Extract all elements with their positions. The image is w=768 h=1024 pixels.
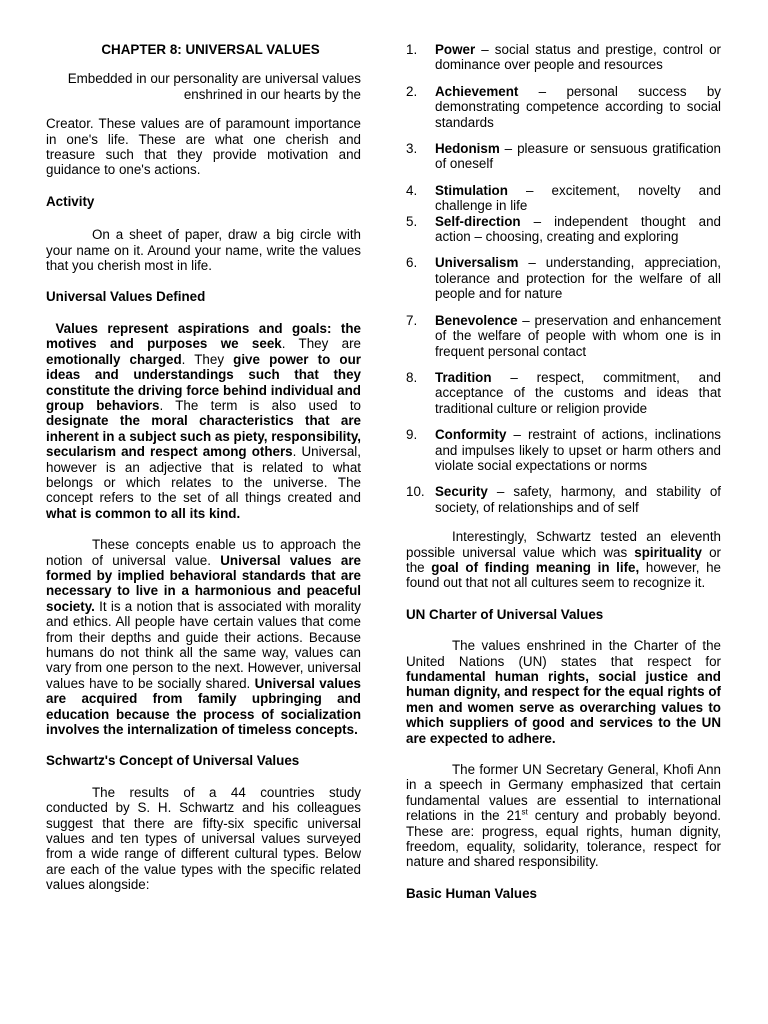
chapter-title: CHAPTER 8: UNIVERSAL VALUES bbox=[101, 42, 320, 57]
activity-paragraph: On a sheet of paper, draw a big circle with your name on it. Around your name, write the values that you cherish most in life. bbox=[46, 227, 361, 274]
eleventh-value-paragraph: Interestingly, Schwartz tested an eleventh possible universal value which was spirituality or the goal of finding meaning in life, however, he found out that not all cultures seem to recognize it. bbox=[406, 529, 721, 591]
list-item: 1. Power – social status and prestige, control or dominance over people and resources bbox=[406, 42, 721, 73]
list-item: 6. Universalism – understanding, appreciation, tolerance and protection for the welfare of all people and for nature bbox=[406, 255, 721, 302]
list-item: 9. Conformity – restraint of actions, inclinations and impulses likely to upset or harm others and violate social expectations or norms bbox=[406, 427, 721, 473]
un-charter-heading: UN Charter of Universal Values bbox=[406, 606, 604, 622]
list-item: 3. Hedonism – pleasure or sensuous gratification of oneself bbox=[406, 141, 721, 172]
un-charter-paragraph: The values enshrined in the Charter of the United Nations (UN) states that respect for fundamental human rights, social justice and human dignity, and respect for the equal rights of men and women serve as overarching values to which suppliers of good and services to the UN are expected to adhere. bbox=[406, 638, 721, 746]
list-item: 8. Tradition – respect, commitment, and acceptance of the customs and ideas that traditional culture or religion provide bbox=[406, 369, 721, 416]
list-item: 7. Benevolence – preservation and enhancement of the welfare of people with whom one is in frequent personal contact bbox=[406, 312, 721, 359]
schwartz-paragraph: The results of a 44 countries study conducted by S. H. Schwartz and his colleagues suggest that there are fifty-six specific universal values and ten types of universal values surveyed from a wide range of different cultural types. Below are each of the value types with the specific related values alongside: bbox=[46, 784, 361, 893]
annan-paragraph: The former UN Secretary General, Khofi Ann in a speech in Germany emphasized that certain fundamental values are essential to international relations in the 21st century and probably beyond. These are: progress, equal rights, human dignity, freedom, equality, solidarity, tolerance, respect for nature and shared responsibility. bbox=[406, 762, 721, 870]
defined-heading: Universal Values Defined bbox=[46, 289, 206, 305]
value-types-list bbox=[406, 42, 721, 515]
concepts-paragraph: These concepts enable us to approach the notion of universal value. Universal values are formed by implied behavioral standards that are necessary to live in a harmonious and peaceful society. It is a notion that is associated with morality and ethics. All people have certain values that come from their depths and guide their actions. Because humans do not think all the same way, values can vary from one person to the next. However, universal values have to be socially shared. Universal values are acquired from family upbringing and education because the process of socialization involves the internalization of timeless concepts. bbox=[46, 537, 361, 738]
left-column bbox=[46, 42, 361, 893]
list-item: 2. Achievement – personal success by demonstrating competence according to social standards bbox=[406, 83, 721, 130]
intro-line-2: enshrined in our hearts by the bbox=[183, 86, 361, 102]
list-item: 10. Security – safety, harmony, and stability of society, of relationships and of self bbox=[406, 484, 721, 515]
defined-paragraph: Values represent aspirations and goals: the motives and purposes we seek. They are emotionally charged. They give power to our ideas and understandings such that they constitute the driving force behind individual and group behaviors. The term is also used to designate the moral characteristics that are inherent in a subject such as piety, responsibility, secularism and respect among others. Universal, however is an adjective that is related to what belongs or which relates to the universe. The concept refers to the set of all things created and what is common to all its kind. bbox=[46, 320, 362, 521]
activity-heading: Activity bbox=[46, 193, 95, 209]
schwartz-heading: Schwartz's Concept of Universal Values bbox=[46, 753, 300, 769]
intro-line-1: Embedded in our personality are universal values bbox=[67, 71, 361, 87]
list-item: 4. Stimulation – excitement, novelty and challenge in life bbox=[406, 182, 721, 214]
list-item: 5. Self-direction – independent thought and action – choosing, creating and exploring bbox=[406, 213, 721, 245]
intro-paragraph: Creator. These values are of paramount importance in one's life. These are what one cherish and treasure such that they provide motivation and guidance to one's actions. bbox=[46, 116, 361, 178]
basic-values-heading: Basic Human Values bbox=[406, 885, 537, 901]
right-column bbox=[406, 42, 721, 901]
